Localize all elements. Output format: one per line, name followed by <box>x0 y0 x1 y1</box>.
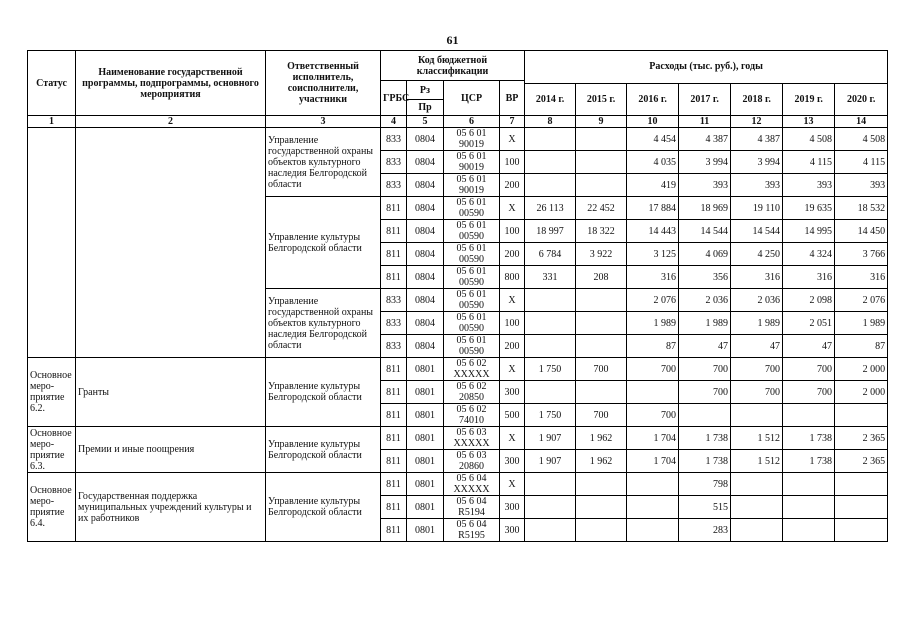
amount-cell <box>576 312 627 335</box>
amount-cell: 47 <box>783 335 835 358</box>
amount-cell: 26 113 <box>525 197 576 220</box>
amount-cell <box>525 381 576 404</box>
vr-cell: Х <box>500 289 525 312</box>
budget-table <box>27 50 888 542</box>
rzpr-cell: 0804 <box>407 289 444 312</box>
amount-cell: 393 <box>679 174 731 197</box>
amount-cell: 208 <box>576 266 627 289</box>
amount-cell: 4 035 <box>627 151 679 174</box>
amount-cell <box>783 473 835 496</box>
amount-cell: 3 125 <box>627 243 679 266</box>
amount-cell: 19 110 <box>731 197 783 220</box>
column-number: 13 <box>783 116 835 128</box>
csr-cell: 05 6 04 R5195 <box>444 519 500 542</box>
csr-cell: 05 6 02 20850 <box>444 381 500 404</box>
amount-cell: 17 884 <box>627 197 679 220</box>
csr-cell: 05 6 01 90019 <box>444 128 500 151</box>
rzpr-cell: 0804 <box>407 128 444 151</box>
vr-cell: 100 <box>500 312 525 335</box>
amount-cell: 700 <box>783 358 835 381</box>
amount-cell: 6 784 <box>525 243 576 266</box>
column-numbers-row <box>28 116 888 128</box>
amount-cell <box>576 289 627 312</box>
amount-cell <box>835 473 888 496</box>
table-row <box>28 427 888 450</box>
grbs-cell: 811 <box>381 450 407 473</box>
csr-cell: 05 6 01 00590 <box>444 266 500 289</box>
header-pr: Пр <box>407 100 444 116</box>
amount-cell <box>576 174 627 197</box>
column-number: 2 <box>76 116 266 128</box>
amount-cell: 14 443 <box>627 220 679 243</box>
responsible-cell: Управление культуры Белгородской области <box>266 427 381 473</box>
amount-cell: 2 000 <box>835 381 888 404</box>
amount-cell: 393 <box>835 174 888 197</box>
column-number: 3 <box>266 116 381 128</box>
amount-cell <box>576 519 627 542</box>
vr-cell: 300 <box>500 381 525 404</box>
rzpr-cell: 0801 <box>407 473 444 496</box>
name-cell: Государственная поддержка муниципальных учреждений культуры и их работников <box>76 473 266 542</box>
amount-cell: 700 <box>731 381 783 404</box>
amount-cell <box>679 404 731 427</box>
amount-cell: 18 969 <box>679 197 731 220</box>
amount-cell: 4 508 <box>835 128 888 151</box>
csr-cell: 05 6 01 00590 <box>444 335 500 358</box>
amount-cell: 700 <box>576 358 627 381</box>
amount-cell <box>525 174 576 197</box>
header-year: 2019 г. <box>783 84 835 116</box>
header-year: 2020 г. <box>846 93 876 105</box>
amount-cell: 19 635 <box>783 197 835 220</box>
name-cell: Премии и иные поощрения <box>76 427 266 473</box>
csr-cell: 05 6 02 ХХХХХ <box>444 358 500 381</box>
header-grbs: ГРБС <box>381 81 407 116</box>
grbs-cell: 811 <box>381 404 407 427</box>
rzpr-cell: 0804 <box>407 151 444 174</box>
amount-cell: 4 115 <box>783 151 835 174</box>
amount-cell <box>627 519 679 542</box>
rzpr-cell: 0804 <box>407 220 444 243</box>
amount-cell: 798 <box>679 473 731 496</box>
amount-cell: 18 997 <box>525 220 576 243</box>
vr-cell: Х <box>500 427 525 450</box>
column-number: 8 <box>525 116 576 128</box>
amount-cell: 1 989 <box>731 312 783 335</box>
column-number: 6 <box>444 116 500 128</box>
rzpr-cell: 0804 <box>407 335 444 358</box>
amount-cell <box>783 519 835 542</box>
page-number: 61 <box>446 33 459 47</box>
column-number: 4 <box>381 116 407 128</box>
amount-cell <box>731 519 783 542</box>
rzpr-cell: 0804 <box>407 312 444 335</box>
rzpr-cell: 0801 <box>407 427 444 450</box>
amount-cell: 4 508 <box>783 128 835 151</box>
header-csr: ЦСР <box>444 81 500 116</box>
amount-cell: 18 532 <box>835 197 888 220</box>
rzpr-cell: 0801 <box>407 381 444 404</box>
vr-cell: 300 <box>500 519 525 542</box>
amount-cell <box>576 381 627 404</box>
amount-cell: 4 069 <box>679 243 731 266</box>
amount-cell <box>731 496 783 519</box>
grbs-cell: 833 <box>381 289 407 312</box>
vr-cell: 800 <box>500 266 525 289</box>
vr-cell: 300 <box>500 450 525 473</box>
amount-cell: 47 <box>731 335 783 358</box>
rzpr-cell: 0801 <box>407 496 444 519</box>
grbs-cell: 811 <box>381 473 407 496</box>
amount-cell: 2 365 <box>835 450 888 473</box>
column-number: 10 <box>627 116 679 128</box>
amount-cell: 316 <box>835 266 888 289</box>
amount-cell: 87 <box>835 335 888 358</box>
header-year: 2017 г. <box>679 84 731 116</box>
vr-cell: 200 <box>500 243 525 266</box>
amount-cell <box>525 128 576 151</box>
table-header <box>28 51 888 128</box>
csr-cell: 05 6 01 00590 <box>444 243 500 266</box>
amount-cell <box>576 128 627 151</box>
rzpr-cell: 0801 <box>407 450 444 473</box>
amount-cell: 3 922 <box>576 243 627 266</box>
responsible-cell: Управление культуры Белгородской области <box>266 358 381 427</box>
amount-cell: 2 365 <box>835 427 888 450</box>
amount-cell: 331 <box>525 266 576 289</box>
amount-cell: 2 076 <box>627 289 679 312</box>
rzpr-cell: 0801 <box>407 358 444 381</box>
amount-cell: 356 <box>679 266 731 289</box>
amount-cell: 1 512 <box>731 427 783 450</box>
vr-cell: Х <box>500 358 525 381</box>
amount-cell: 3 994 <box>731 151 783 174</box>
column-number: 14 <box>835 116 888 128</box>
header-status: Статус <box>28 51 76 116</box>
amount-cell: 4 115 <box>835 151 888 174</box>
amount-cell: 700 <box>576 404 627 427</box>
column-number: 5 <box>407 116 444 128</box>
amount-cell: 700 <box>783 381 835 404</box>
amount-cell: 419 <box>627 174 679 197</box>
amount-cell <box>835 404 888 427</box>
amount-cell: 515 <box>679 496 731 519</box>
amount-cell: 1 512 <box>731 450 783 473</box>
vr-cell: 100 <box>500 220 525 243</box>
header-rz: Рз <box>407 81 444 100</box>
amount-cell <box>627 381 679 404</box>
csr-cell: 05 6 04 ХХХХХ <box>444 473 500 496</box>
grbs-cell: 833 <box>381 312 407 335</box>
csr-cell: 05 6 01 90019 <box>444 174 500 197</box>
name-cell <box>76 128 266 358</box>
amount-cell: 1 738 <box>679 427 731 450</box>
csr-cell: 05 6 01 00590 <box>444 197 500 220</box>
amount-cell <box>525 519 576 542</box>
amount-cell <box>783 496 835 519</box>
amount-cell: 1 962 <box>576 450 627 473</box>
amount-cell: 1 738 <box>783 450 835 473</box>
header-years <box>525 84 887 116</box>
csr-cell: 05 6 02 74010 <box>444 404 500 427</box>
header-budget-code: Код бюджетной классификации <box>381 51 525 81</box>
amount-cell: 1 738 <box>679 450 731 473</box>
amount-cell: 4 387 <box>679 128 731 151</box>
amount-cell: 700 <box>731 358 783 381</box>
header-expenses-group <box>525 51 888 116</box>
amount-cell <box>525 335 576 358</box>
vr-cell: 200 <box>500 174 525 197</box>
vr-cell: Х <box>500 128 525 151</box>
amount-cell: 14 995 <box>783 220 835 243</box>
csr-cell: 05 6 01 00590 <box>444 289 500 312</box>
grbs-cell: 811 <box>381 358 407 381</box>
amount-cell: 1 738 <box>783 427 835 450</box>
amount-cell: 14 544 <box>679 220 731 243</box>
table-row <box>28 473 888 496</box>
amount-cell: 1 989 <box>835 312 888 335</box>
amount-cell: 47 <box>679 335 731 358</box>
amount-cell <box>783 404 835 427</box>
status-cell: Основное меро-приятие 6.4. <box>28 473 76 542</box>
amount-cell <box>731 473 783 496</box>
amount-cell <box>576 473 627 496</box>
amount-cell <box>525 473 576 496</box>
amount-cell: 700 <box>679 358 731 381</box>
amount-cell: 18 322 <box>576 220 627 243</box>
vr-cell: 300 <box>500 496 525 519</box>
amount-cell: 1 750 <box>525 358 576 381</box>
table-row <box>28 128 888 151</box>
amount-cell: 1 704 <box>627 450 679 473</box>
amount-cell: 2 051 <box>783 312 835 335</box>
column-number: 9 <box>576 116 627 128</box>
amount-cell: 700 <box>627 404 679 427</box>
amount-cell: 4 387 <box>731 128 783 151</box>
column-number: 7 <box>500 116 525 128</box>
column-number: 12 <box>731 116 783 128</box>
vr-cell: 200 <box>500 335 525 358</box>
rzpr-cell: 0801 <box>407 404 444 427</box>
status-cell: Основное меро-приятие 6.2. <box>28 358 76 427</box>
amount-cell <box>525 312 576 335</box>
vr-cell: 500 <box>500 404 525 427</box>
rzpr-cell: 0804 <box>407 197 444 220</box>
amount-cell <box>627 496 679 519</box>
column-number: 11 <box>679 116 731 128</box>
amount-cell: 22 452 <box>576 197 627 220</box>
header-year: 2016 г. <box>627 84 679 116</box>
amount-cell: 14 544 <box>731 220 783 243</box>
amount-cell: 316 <box>627 266 679 289</box>
amount-cell: 393 <box>783 174 835 197</box>
header-responsible: Ответственный исполнитель, соисполнители, участники <box>266 51 381 116</box>
grbs-cell: 811 <box>381 496 407 519</box>
grbs-cell: 833 <box>381 128 407 151</box>
csr-cell: 05 6 01 00590 <box>444 220 500 243</box>
csr-cell: 05 6 01 90019 <box>444 151 500 174</box>
column-number: 1 <box>28 116 76 128</box>
amount-cell <box>835 519 888 542</box>
status-cell: Основное меро-приятие 6.3. <box>28 427 76 473</box>
header-expenses: Расходы (тыс. руб.), годы <box>525 51 887 84</box>
amount-cell <box>525 496 576 519</box>
amount-cell: 1 907 <box>525 427 576 450</box>
amount-cell <box>627 473 679 496</box>
grbs-cell: 811 <box>381 243 407 266</box>
csr-cell: 05 6 03 20860 <box>444 450 500 473</box>
amount-cell: 4 324 <box>783 243 835 266</box>
amount-cell: 700 <box>679 381 731 404</box>
name-cell: Гранты <box>76 358 266 427</box>
amount-cell: 14 450 <box>835 220 888 243</box>
csr-cell: 05 6 03 ХХХХХ <box>444 427 500 450</box>
rzpr-cell: 0804 <box>407 266 444 289</box>
amount-cell: 1 704 <box>627 427 679 450</box>
amount-cell: 3 994 <box>679 151 731 174</box>
header-year: 2014 г. <box>525 84 576 116</box>
header-year: 2018 г. <box>731 84 783 116</box>
amount-cell: 2 036 <box>679 289 731 312</box>
amount-cell: 3 766 <box>835 243 888 266</box>
amount-cell: 700 <box>627 358 679 381</box>
header-year: 2015 г. <box>576 84 627 116</box>
responsible-cell: Управление культуры Белгородской области <box>266 197 381 289</box>
amount-cell: 2 076 <box>835 289 888 312</box>
amount-cell: 87 <box>627 335 679 358</box>
amount-cell: 1 750 <box>525 404 576 427</box>
amount-cell: 4 250 <box>731 243 783 266</box>
grbs-cell: 811 <box>381 197 407 220</box>
amount-cell <box>525 289 576 312</box>
header-vr: ВР <box>500 81 525 116</box>
vr-cell: Х <box>500 197 525 220</box>
grbs-cell: 811 <box>381 220 407 243</box>
amount-cell: 1 989 <box>627 312 679 335</box>
grbs-cell: 811 <box>381 427 407 450</box>
amount-cell: 1 907 <box>525 450 576 473</box>
amount-cell <box>576 335 627 358</box>
amount-cell: 2 000 <box>835 358 888 381</box>
responsible-cell: Управление государственной охраны объектов культурного наследия Белгородской области <box>266 128 381 197</box>
rzpr-cell: 0804 <box>407 243 444 266</box>
grbs-cell: 833 <box>381 174 407 197</box>
amount-cell: 2 098 <box>783 289 835 312</box>
amount-cell <box>576 151 627 174</box>
amount-cell <box>731 404 783 427</box>
amount-cell: 316 <box>783 266 835 289</box>
grbs-cell: 833 <box>381 335 407 358</box>
amount-cell: 393 <box>731 174 783 197</box>
table-body <box>28 128 888 542</box>
rzpr-cell: 0801 <box>407 519 444 542</box>
amount-cell <box>525 151 576 174</box>
vr-cell: 100 <box>500 151 525 174</box>
header-name: Наименование государственной программы, подпрограммы, основного мероприятия <box>76 51 266 116</box>
amount-cell: 1 989 <box>679 312 731 335</box>
csr-cell: 05 6 04 R5194 <box>444 496 500 519</box>
vr-cell: Х <box>500 473 525 496</box>
grbs-cell: 811 <box>381 381 407 404</box>
amount-cell: 2 036 <box>731 289 783 312</box>
amount-cell: 316 <box>731 266 783 289</box>
csr-cell: 05 6 01 00590 <box>444 312 500 335</box>
grbs-cell: 833 <box>381 151 407 174</box>
amount-cell: 1 962 <box>576 427 627 450</box>
rzpr-cell: 0804 <box>407 174 444 197</box>
status-cell <box>28 128 76 358</box>
responsible-cell: Управление культуры Белгородской области <box>266 473 381 542</box>
amount-cell: 283 <box>679 519 731 542</box>
table-row <box>28 358 888 381</box>
amount-cell: 4 454 <box>627 128 679 151</box>
grbs-cell: 811 <box>381 266 407 289</box>
grbs-cell: 811 <box>381 519 407 542</box>
amount-cell <box>835 496 888 519</box>
amount-cell <box>576 496 627 519</box>
responsible-cell: Управление государственной охраны объектов культурного наследия Белгородской области <box>266 289 381 358</box>
